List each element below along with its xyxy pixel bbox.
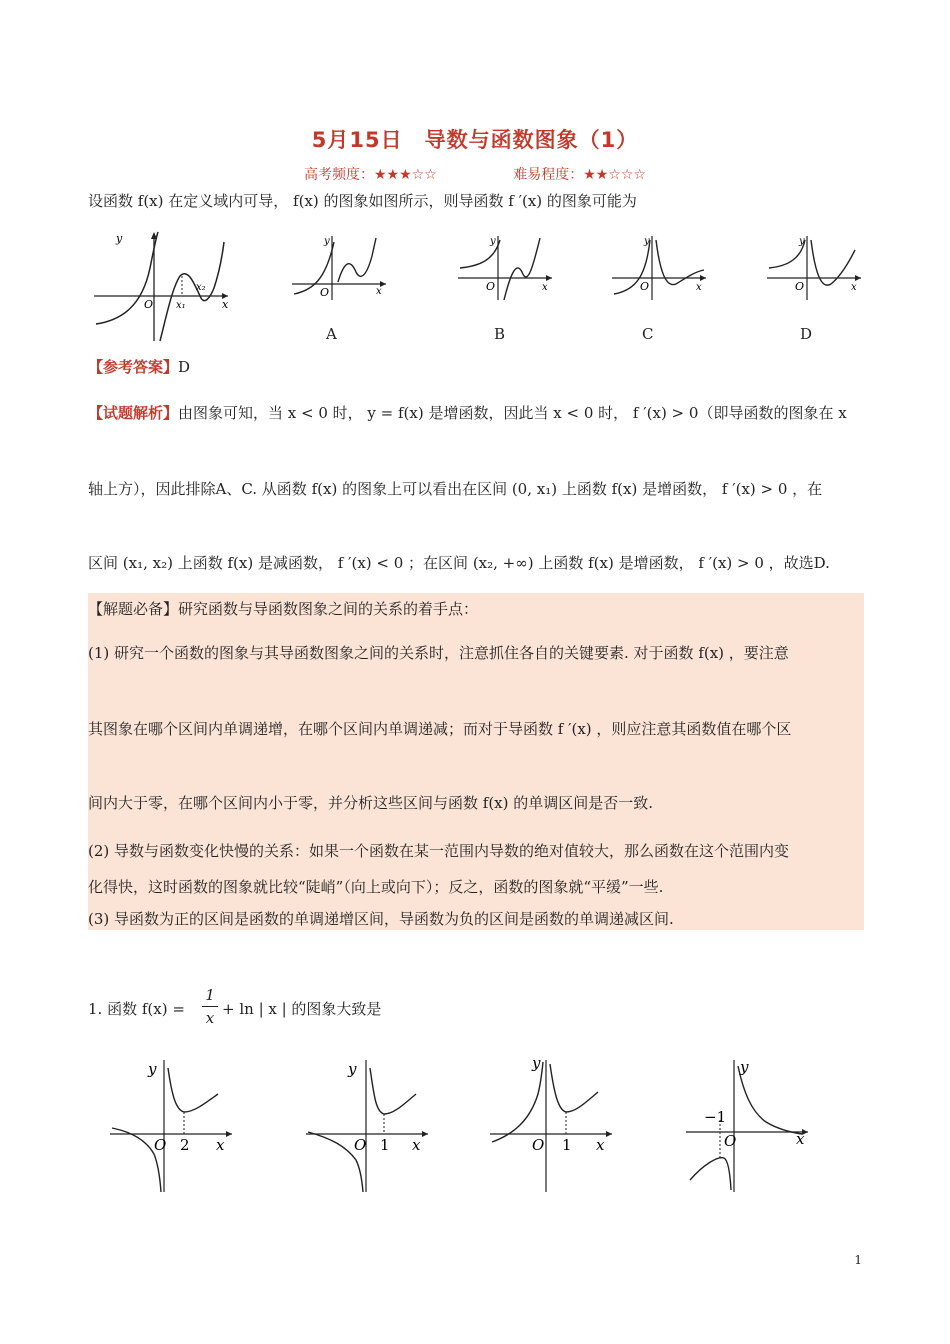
q1-numerator: 1 — [205, 986, 215, 1004]
q1c-tick: 1 — [562, 1136, 572, 1154]
option-b-origin: O — [486, 280, 496, 293]
x2-label: x₂ — [196, 282, 206, 293]
option-d-graph — [765, 232, 865, 304]
option-a-label: A — [326, 325, 337, 343]
q1b-x: x — [412, 1136, 421, 1154]
option-c-y: y — [644, 236, 650, 247]
ratings-row — [0, 164, 950, 184]
analysis-text-1: 由图象可知，当 x < 0 时， y = f(x) 是增函数，因此当 x < 0 时， f ′(x) > 0（即导函数的图象在 x — [178, 404, 847, 422]
tips-p1-line-1: (1) 研究一个函数的图象与其导函数图象之间的关系时，注意抓住各自的关键要素. 对于函数 f(x) ，要注意 — [88, 644, 789, 662]
q1a-origin: O — [154, 1136, 167, 1154]
q1-denominator: x — [205, 1009, 215, 1027]
option-d-y: y — [799, 236, 805, 247]
option-d-origin: O — [795, 280, 805, 293]
q1-suffix: + ln | x | 的图象大致是 — [222, 1000, 382, 1018]
q1d-x: x — [796, 1130, 805, 1148]
q1-fraction-bar — [202, 1006, 218, 1007]
answer-row — [88, 356, 190, 377]
tips-p3: (3) 导函数为正的区间是函数的单调递增区间，导函数为负的区间是函数的单调递减区间. — [88, 910, 674, 928]
option-a-graph — [290, 232, 390, 304]
page-number: 1 — [854, 1253, 862, 1267]
option-c-graph — [610, 232, 710, 304]
answer-tag: 【参考答案】 — [88, 358, 179, 376]
answer-value: D — [178, 358, 191, 376]
option-c-x: x — [696, 282, 702, 293]
q1a-tick: 2 — [180, 1136, 190, 1154]
original-function-graph — [92, 228, 232, 343]
q1c-x: x — [596, 1136, 605, 1154]
q1b-origin: O — [354, 1136, 367, 1154]
q1d-y: y — [740, 1058, 749, 1076]
q1-graph-d — [684, 1054, 814, 1194]
option-b-y: y — [490, 236, 496, 247]
q1-graph-a — [108, 1054, 238, 1194]
q1b-y: y — [348, 1060, 357, 1078]
tips-p1-line-2: 其图象在哪个区间内单调递增，在哪个区间内单调递减；而对于导函数 f ′(x) ，则应注意其函数值在哪个区 — [88, 720, 792, 738]
q1c-origin: O — [532, 1136, 545, 1154]
question-text: 设函数 f(x) 在定义域内可导， f(x) 的图象如图所示，则导函数 f ′(x) 的图象可能为 — [88, 192, 637, 210]
x1-label: x₁ — [176, 300, 186, 311]
difficulty-rating: 难易程度：★★☆☆☆ — [513, 167, 646, 183]
q1a-y: y — [148, 1060, 157, 1078]
option-c-label: C — [642, 325, 654, 343]
analysis-line-2: 轴上方），因此排除A、C. 从函数 f(x) 的图象上可以看出在区间 (0, x₁) 上函数 f(x) 是增函数， f ′(x) > 0 ，在 — [88, 480, 823, 498]
y-axis-label: y — [116, 232, 123, 245]
option-a-x: x — [376, 286, 382, 297]
option-a-y: y — [324, 236, 330, 247]
origin-label: O — [144, 298, 154, 311]
analysis-line-1 — [88, 402, 847, 423]
option-a-origin: O — [320, 286, 330, 299]
tips-p1-line-3: 间内大于零，在哪个区间内小于零，并分析这些区间与函数 f(x) 的单调区间是否一致. — [88, 794, 654, 812]
option-c-origin: O — [640, 280, 650, 293]
analysis-line-3: 区间 (x₁, x₂) 上函数 f(x) 是减函数， f ′(x) < 0 ；在区间 (x₂, +∞) 上函数 f(x) 是增函数， f ′(x) > 0 ，故选D. — [88, 554, 830, 572]
page-title: 5月15日 导数与函数图象（1） — [311, 128, 639, 152]
q1-prefix: 1. 函数 f(x) = — [88, 1000, 185, 1018]
tips-heading: 【解题必备】研究函数与导函数图象之间的关系的着手点： — [88, 600, 479, 618]
option-b-graph — [456, 232, 556, 304]
tips-p2-line-2: 化得快，这时函数的图象就比较“陡峭”（向上或向下）；反之，函数的图象就“平缓”一些. — [88, 878, 664, 896]
option-d-x: x — [851, 282, 857, 293]
q1c-y: y — [532, 1054, 541, 1072]
option-b-x: x — [542, 282, 548, 293]
analysis-tag: 【试题解析】 — [88, 404, 179, 422]
option-b-label: B — [494, 325, 506, 343]
option-d-label: D — [800, 325, 813, 343]
x-axis-label: x — [222, 298, 229, 311]
q1a-x: x — [216, 1136, 225, 1154]
q1b-tick: 1 — [380, 1136, 390, 1154]
q1-graph-b — [304, 1054, 434, 1194]
q1-graph-c — [488, 1054, 618, 1194]
frequency-rating: 高考频度：★★★☆☆ — [304, 167, 437, 183]
tips-p2-line-1: (2) 导数与函数变化快慢的关系：如果一个函数在某一范围内导数的绝对值较大，那么函数在这个范围内变 — [88, 842, 790, 860]
q1d-origin: O — [724, 1132, 737, 1150]
q1d-tick: −1 — [704, 1108, 727, 1126]
